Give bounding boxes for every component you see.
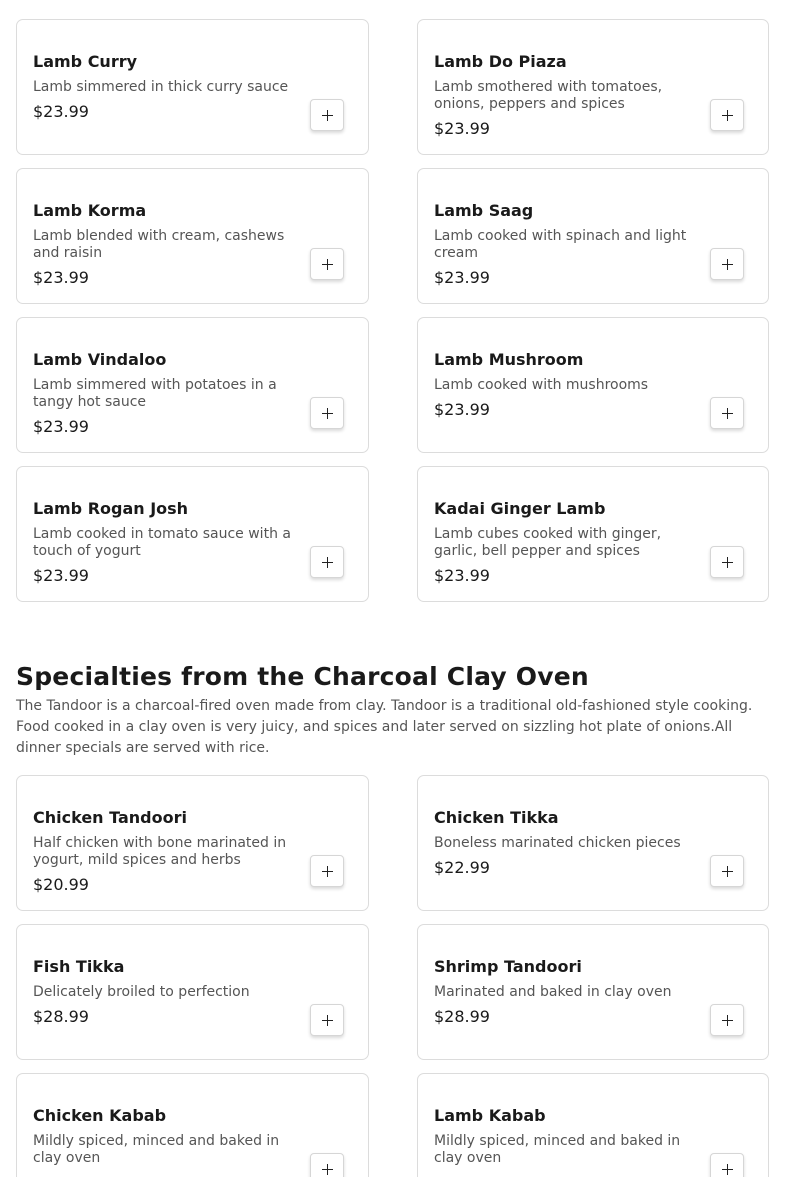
menu-item-card[interactable] — [417, 924, 769, 1060]
section-description: The Tandoor is a charcoal-fired oven made from clay. Tandoor is a traditional old-fashioned style cooking. Food cooked in a clay oven is very juicy, and spices and later served on sizzling hot plate of onions.All dinner specials are served with rice. — [16, 698, 753, 756]
menu-item-description: Lamb smothered with tomatoes, onions, peppers and spices — [434, 79, 663, 112]
menu-item-price: $20.99 — [33, 875, 89, 894]
menu-item-description: Marinated and baked in clay oven — [434, 984, 672, 1000]
menu-item-body — [434, 377, 698, 419]
menu-item-card[interactable] — [417, 168, 769, 304]
add-to-cart-button[interactable] — [710, 1004, 744, 1036]
add-to-cart-button[interactable] — [310, 855, 344, 887]
menu-item-price: $28.99 — [434, 1007, 490, 1026]
menu-item-name: Fish Tikka — [33, 957, 125, 976]
menu-item-card[interactable] — [16, 317, 369, 453]
menu-item-price: $23.99 — [434, 119, 490, 138]
menu-item-body — [434, 526, 698, 585]
menu-item-price: $23.99 — [434, 566, 490, 585]
menu-item-name: Lamb Kabab — [434, 1106, 546, 1125]
plus-icon — [322, 110, 333, 121]
add-to-cart-button[interactable] — [710, 397, 744, 429]
plus-icon — [322, 1164, 333, 1175]
menu-item-card[interactable] — [417, 317, 769, 453]
menu-item-description: Mildly spiced, minced and baked in clay oven — [434, 1133, 681, 1166]
plus-icon — [722, 557, 733, 568]
menu-item-body — [434, 79, 698, 138]
menu-item-description: Lamb cooked with spinach and light cream — [434, 228, 687, 261]
menu-item-price: $28.99 — [33, 1007, 89, 1026]
menu-item-body — [434, 984, 698, 1026]
menu-item-price: $23.99 — [33, 566, 89, 585]
menu-item-price: $23.99 — [434, 268, 490, 287]
add-to-cart-button[interactable] — [310, 1153, 344, 1177]
tandoor-items-grid — [16, 775, 769, 1177]
menu-item-name: Lamb Vindaloo — [33, 350, 167, 369]
menu-item-body — [434, 835, 698, 877]
menu-item-body — [33, 984, 298, 1026]
menu-item-body — [33, 1133, 298, 1174]
menu-item-body — [434, 1133, 698, 1174]
add-to-cart-button[interactable] — [710, 248, 744, 280]
menu-item-body — [434, 228, 698, 287]
plus-icon — [322, 408, 333, 419]
menu-item-body — [33, 835, 298, 894]
menu-item-description: Delicately broiled to perfection — [33, 984, 250, 1000]
menu-item-card[interactable] — [16, 924, 369, 1060]
menu-item-description: Lamb simmered in thick curry sauce — [33, 79, 289, 95]
menu-item-body — [33, 526, 298, 585]
menu-item-description: Half chicken with bone marinated in yogurt, mild spices and herbs — [33, 835, 287, 868]
menu-item-price: $23.99 — [33, 102, 89, 121]
menu-item-name: Lamb Curry — [33, 52, 138, 71]
plus-icon — [722, 866, 733, 877]
menu-item-description: Lamb cubes cooked with ginger, garlic, bell pepper and spices — [434, 526, 662, 559]
menu-item-description: Lamb simmered with potatoes in a tangy hot sauce — [33, 377, 277, 410]
menu-item-body — [33, 79, 298, 121]
menu-item-name: Chicken Kabab — [33, 1106, 167, 1125]
menu-item-description: Lamb cooked in tomato sauce with a touch of yogurt — [33, 526, 291, 559]
plus-icon — [722, 1015, 733, 1026]
menu-item-card[interactable] — [16, 466, 369, 602]
menu-item-name: Lamb Mushroom — [434, 350, 584, 369]
menu-item-price: $23.99 — [33, 268, 89, 287]
menu-item-card[interactable] — [16, 19, 369, 155]
menu-item-card[interactable] — [16, 1073, 369, 1177]
menu-item-body — [33, 377, 298, 436]
menu-item-name: Lamb Rogan Josh — [33, 499, 189, 518]
plus-icon — [322, 866, 333, 877]
menu-item-name: Lamb Do Piaza — [434, 52, 567, 71]
plus-icon — [322, 557, 333, 568]
menu-item-body — [33, 228, 298, 287]
menu-item-card[interactable] — [417, 1073, 769, 1177]
plus-icon — [722, 259, 733, 270]
add-to-cart-button[interactable] — [310, 1004, 344, 1036]
add-to-cart-button[interactable] — [310, 546, 344, 578]
plus-icon — [322, 259, 333, 270]
plus-icon — [722, 1164, 733, 1175]
menu-item-price: $23.99 — [33, 417, 89, 436]
add-to-cart-button[interactable] — [710, 855, 744, 887]
menu-item-name: Kadai Ginger Lamb — [434, 499, 606, 518]
plus-icon — [722, 110, 733, 121]
add-to-cart-button[interactable] — [310, 99, 344, 131]
menu-item-card[interactable] — [417, 775, 769, 911]
menu-item-card[interactable] — [417, 466, 769, 602]
plus-icon — [322, 1015, 333, 1026]
add-to-cart-button[interactable] — [710, 1153, 744, 1177]
menu-item-description: Boneless marinated chicken pieces — [434, 835, 681, 851]
menu-item-name: Lamb Saag — [434, 201, 534, 220]
add-to-cart-button[interactable] — [710, 546, 744, 578]
add-to-cart-button[interactable] — [710, 99, 744, 131]
add-to-cart-button[interactable] — [310, 397, 344, 429]
menu-item-description: Lamb cooked with mushrooms — [434, 377, 649, 393]
menu-item-card[interactable] — [417, 19, 769, 155]
menu-item-card[interactable] — [16, 168, 369, 304]
menu-item-name: Lamb Korma — [33, 201, 147, 220]
menu-item-description: Mildly spiced, minced and baked in clay oven — [33, 1133, 280, 1166]
menu-item-name: Chicken Tandoori — [33, 808, 187, 827]
menu-item-description: Lamb blended with cream, cashews and raisin — [33, 228, 285, 261]
section-title: Specialties from the Charcoal Clay Oven — [16, 662, 589, 691]
menu-item-price: $23.99 — [434, 400, 490, 419]
lamb-items-grid — [16, 19, 769, 602]
menu-item-card[interactable] — [16, 775, 369, 911]
menu-item-name: Shrimp Tandoori — [434, 957, 582, 976]
plus-icon — [722, 408, 733, 419]
menu-item-price: $22.99 — [434, 858, 490, 877]
menu-item-name: Chicken Tikka — [434, 808, 559, 827]
add-to-cart-button[interactable] — [310, 248, 344, 280]
